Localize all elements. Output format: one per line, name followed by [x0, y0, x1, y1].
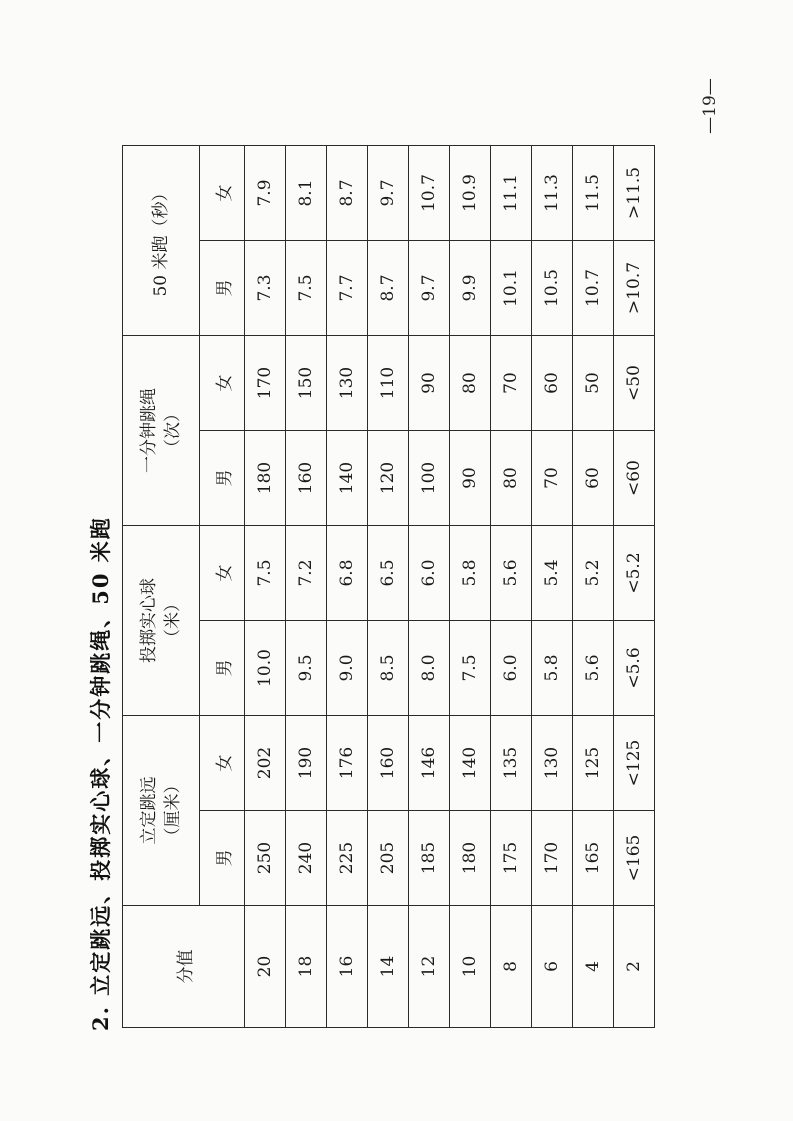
value-cell: 8.1: [286, 145, 327, 240]
value-cell: 80: [491, 431, 532, 526]
value-cell: 5.6: [573, 621, 614, 716]
table-row: [614, 145, 655, 1027]
gender-header-female: 女: [200, 336, 245, 431]
score-header: 分值: [123, 906, 245, 1028]
value-cell: 160: [368, 716, 409, 811]
value-cell: 140: [327, 431, 368, 526]
value-cell: 10.7: [409, 145, 450, 240]
value-cell: 8.0: [409, 621, 450, 716]
value-cell: 6.0: [491, 621, 532, 716]
score-cell: 18: [286, 906, 327, 1028]
value-cell: 10.0: [245, 621, 286, 716]
value-cell: 100: [409, 431, 450, 526]
value-cell: 7.9: [245, 145, 286, 240]
value-cell: 60: [532, 336, 573, 431]
value-cell: 5.6: [491, 526, 532, 621]
value-cell: 11.5: [573, 145, 614, 240]
score-table-body: [245, 145, 655, 1027]
score-cell: 12: [409, 906, 450, 1028]
value-cell: <165: [614, 811, 655, 906]
value-cell: 7.2: [286, 526, 327, 621]
value-cell: 250: [245, 811, 286, 906]
table-row: [245, 145, 286, 1027]
value-cell: 80: [450, 336, 491, 431]
value-cell: 5.8: [532, 621, 573, 716]
value-cell: 70: [491, 336, 532, 431]
value-cell: 6.5: [368, 526, 409, 621]
value-cell: 150: [286, 336, 327, 431]
value-cell: 130: [327, 336, 368, 431]
value-cell: 185: [409, 811, 450, 906]
gender-header-male: 男: [200, 431, 245, 526]
page-number: —19—: [700, 78, 720, 134]
event-header-rope-skipping: 一分钟跳绳 （次）: [123, 336, 200, 526]
score-cell: 20: [245, 906, 286, 1028]
value-cell: 180: [450, 811, 491, 906]
value-cell: 135: [491, 716, 532, 811]
value-cell: >10.7: [614, 241, 655, 336]
value-cell: 225: [327, 811, 368, 906]
value-cell: 11.3: [532, 145, 573, 240]
value-cell: 180: [245, 431, 286, 526]
table-row: [532, 145, 573, 1027]
value-cell: 10.5: [532, 241, 573, 336]
table-row: [409, 145, 450, 1027]
score-cell: 10: [450, 906, 491, 1028]
gender-header-female: 女: [200, 145, 245, 240]
score-cell: 6: [532, 906, 573, 1028]
value-cell: 146: [409, 716, 450, 811]
score-cell: 2: [614, 906, 655, 1028]
table-row: [286, 145, 327, 1027]
event-header-50m-run: 50 米跑（秒）: [123, 145, 200, 335]
score-cell: 14: [368, 906, 409, 1028]
value-cell: 5.2: [573, 526, 614, 621]
value-cell: <5.6: [614, 621, 655, 716]
value-cell: 7.5: [286, 241, 327, 336]
event-header-standing-long-jump: 立定跳远 （厘米）: [123, 716, 200, 906]
value-cell: 7.3: [245, 241, 286, 336]
value-cell: <5.2: [614, 526, 655, 621]
value-cell: 140: [450, 716, 491, 811]
value-cell: 10.7: [573, 241, 614, 336]
value-cell: 176: [327, 716, 368, 811]
value-cell: 240: [286, 811, 327, 906]
value-cell: 120: [368, 431, 409, 526]
value-cell: 8.7: [327, 145, 368, 240]
value-cell: 11.1: [491, 145, 532, 240]
score-cell: 4: [573, 906, 614, 1028]
gender-header-female: 女: [200, 716, 245, 811]
value-cell: 5.8: [450, 526, 491, 621]
value-cell: 175: [491, 811, 532, 906]
score-cell: 8: [491, 906, 532, 1028]
value-cell: 190: [286, 716, 327, 811]
value-cell: 9.0: [327, 621, 368, 716]
value-cell: 130: [532, 716, 573, 811]
value-cell: 90: [409, 336, 450, 431]
value-cell: 9.7: [368, 145, 409, 240]
value-cell: 170: [532, 811, 573, 906]
value-cell: 9.7: [409, 241, 450, 336]
value-cell: 60: [573, 431, 614, 526]
value-cell: 9.5: [286, 621, 327, 716]
value-cell: 205: [368, 811, 409, 906]
value-cell: 7.5: [245, 526, 286, 621]
score-table: [122, 145, 655, 1028]
value-cell: 10.9: [450, 145, 491, 240]
value-cell: 7.7: [327, 241, 368, 336]
value-cell: 70: [532, 431, 573, 526]
value-cell: 110: [368, 336, 409, 431]
value-cell: <125: [614, 716, 655, 811]
gender-header-male: 男: [200, 621, 245, 716]
value-cell: 8.7: [368, 241, 409, 336]
value-cell: 8.5: [368, 621, 409, 716]
table-row: [491, 145, 532, 1027]
value-cell: 5.4: [532, 526, 573, 621]
gender-header-female: 女: [200, 526, 245, 621]
value-cell: >11.5: [614, 145, 655, 240]
table-row: [368, 145, 409, 1027]
value-cell: 160: [286, 431, 327, 526]
table-row: [450, 145, 491, 1027]
value-cell: 7.5: [450, 621, 491, 716]
value-cell: <50: [614, 336, 655, 431]
value-cell: 6.8: [327, 526, 368, 621]
value-cell: 9.9: [450, 241, 491, 336]
value-cell: 6.0: [409, 526, 450, 621]
event-header-medicine-ball: 投掷实心球 （米）: [123, 526, 200, 716]
value-cell: 202: [245, 716, 286, 811]
section-title: 2. 立定跳远、投掷实心球、一分钟跳绳、50 米跑: [88, 516, 113, 1031]
score-cell: 16: [327, 906, 368, 1028]
gender-header-male: 男: [200, 811, 245, 906]
value-cell: 50: [573, 336, 614, 431]
value-cell: 90: [450, 431, 491, 526]
table-row: [573, 145, 614, 1027]
value-cell: 10.1: [491, 241, 532, 336]
table-row: [327, 145, 368, 1027]
value-cell: 170: [245, 336, 286, 431]
value-cell: <60: [614, 431, 655, 526]
value-cell: 165: [573, 811, 614, 906]
gender-header-male: 男: [200, 241, 245, 336]
value-cell: 125: [573, 716, 614, 811]
